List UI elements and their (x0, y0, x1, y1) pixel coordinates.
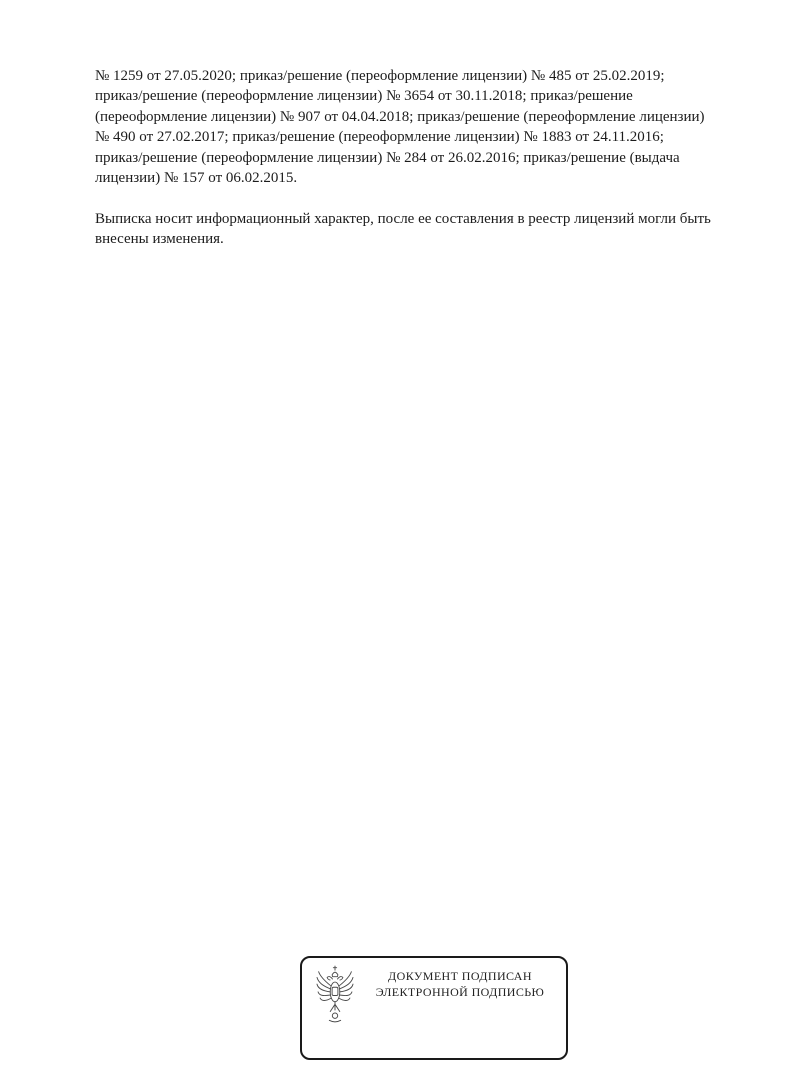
paragraph-license-orders (95, 66, 767, 188)
text-line: приказ/решение (переоформление лицензии) № 3654 от 30.11.2018; приказ/решение (95, 88, 633, 105)
stamp-caption-line1: ДОКУМЕНТ ПОДПИСАН (388, 969, 532, 983)
license-orders-text (95, 66, 767, 250)
paragraph-gap (95, 188, 767, 208)
text-line: лицензии) № 157 от 06.02.2015. (95, 170, 298, 187)
double-headed-eagle-icon (315, 965, 355, 1025)
paragraph-disclaimer (95, 209, 767, 250)
text-line: приказ/решение (переоформление лицензии) № 284 от 26.02.2016; приказ/решение (выдача (95, 149, 680, 166)
stamp-caption-line2: ЭЛЕКТРОННОЙ ПОДПИСЬЮ (375, 984, 545, 999)
text-line: № 490 от 27.02.2017; приказ/решение (переоформление лицензии) № 1883 от 24.11.2016; (95, 129, 664, 146)
text-line: внесены изменения. (95, 231, 224, 248)
stamp-caption (362, 969, 558, 1000)
text-line: (переоформление лицензии) № 907 от 04.04.2018; приказ/решение (переоформление лицензии) (95, 108, 705, 125)
text-line: № 1259 от 27.05.2020; приказ/решение (переоформление лицензии) № 485 от 25.02.2019; (95, 68, 665, 84)
electronic-signature-stamp (300, 956, 568, 1060)
text-line: Выписка носит информационный характер, после ее составления в реестр лицензий могли быть (95, 210, 711, 227)
